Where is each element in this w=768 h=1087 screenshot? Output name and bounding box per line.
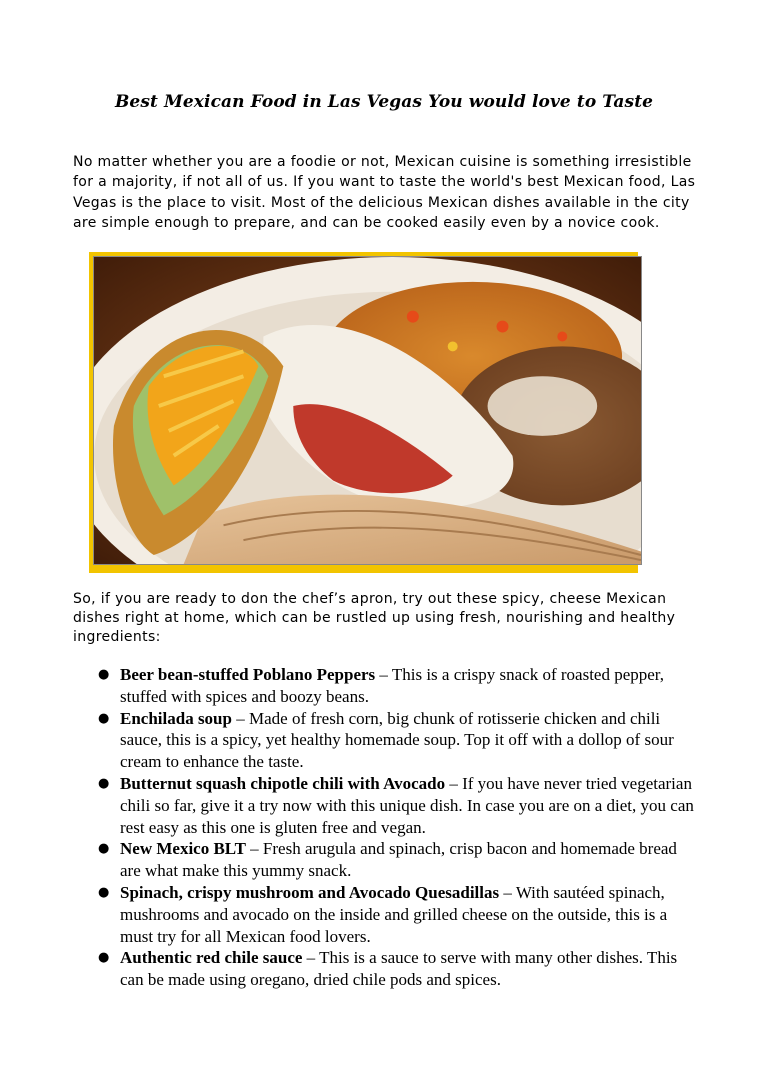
plate-illustration bbox=[94, 257, 641, 564]
list-item bbox=[0, 664, 695, 708]
dish-name: Authentic red chile sauce bbox=[120, 948, 303, 968]
bullet-icon: ● bbox=[98, 710, 110, 726]
mexican-plate-photo bbox=[93, 256, 642, 565]
dish-name: Spinach, crispy mushroom and Avocado Quesadillas bbox=[120, 882, 500, 902]
paragraph-two: So, if you are ready to don the chef’s apron, try out these spicy, cheese Mexican dishes right at home, which can be rustled up using fresh, nourishing and healthy ingredients: bbox=[73, 591, 676, 645]
bullet-icon: ● bbox=[98, 667, 110, 682]
bullet-icon: ● bbox=[98, 775, 110, 791]
list-item bbox=[0, 838, 695, 882]
dish-description: – Fresh arugula and spinach, crisp bacon and homemade bread are what make this yummy snack. bbox=[120, 839, 677, 881]
bullet-icon: ● bbox=[98, 841, 110, 857]
list-item bbox=[0, 708, 695, 773]
dish-description: – With sautéed spinach, mushrooms and avocado on the inside and grilled cheese on the outside, this is a must try for all Mexican food lovers. bbox=[120, 882, 668, 946]
dish-name: New Mexico BLT bbox=[120, 839, 246, 859]
list-item bbox=[0, 882, 695, 947]
list-item bbox=[0, 947, 695, 991]
dish-name: Butternut squash chipotle chili with Avocado bbox=[120, 773, 446, 793]
dish-name: Enchilada soup bbox=[120, 708, 232, 728]
page-title: Best Mexican Food in Las Vegas You would love to Taste bbox=[114, 92, 654, 112]
bullet-icon: ● bbox=[98, 884, 110, 900]
dish-name: Beer bean-stuffed Poblano Peppers bbox=[120, 665, 376, 684]
dish-list bbox=[0, 664, 768, 991]
list-item bbox=[0, 773, 695, 838]
dish-description: – Made of fresh corn, big chunk of rotisserie chicken and chili sauce, this is a spicy, yet healthy homemade soup. Top it off with a dollop of sour cream to enhance the taste. bbox=[120, 708, 674, 772]
dish-description: – This is a sauce to serve with many other dishes. This can be made using oregano, dried chile pods and spices. bbox=[120, 948, 678, 990]
bullet-icon: ● bbox=[98, 950, 110, 966]
intro-paragraph: No matter whether you are a foodie or not, Mexican cuisine is something irresistible for a majority, if not all of us. If you want to taste the world's best Mexican food, Las Vegas is the place to visit. Most of the delicious Mexican dishes available in the city are simple enough to prepare, and can be cooked easily even by a novice cook. bbox=[73, 154, 696, 231]
dish-description: – This is a crispy snack of roasted pepper, stuffed with spices and boozy beans. bbox=[120, 665, 665, 706]
dish-description: – If you have never tried vegetarian chili so far, give it a try now with this unique dish. In case you are on a diet, you can rest easy as this one is gluten free and vegan. bbox=[120, 773, 694, 837]
